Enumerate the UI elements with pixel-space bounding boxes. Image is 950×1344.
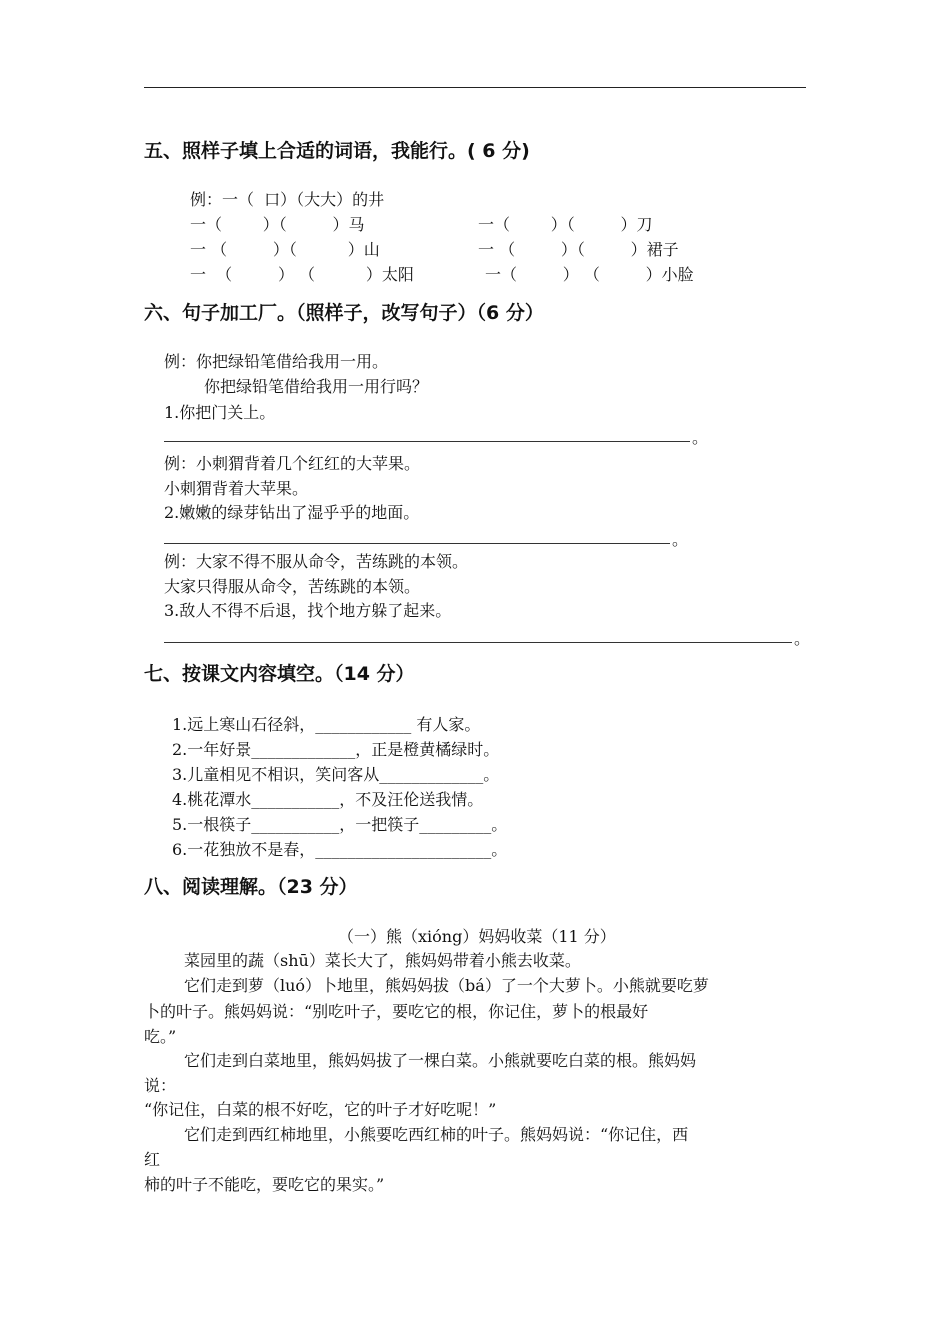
fill-item-2: 2.一年好景_____________，正是橙黄橘绿时。 — [172, 740, 500, 759]
answer-line-2[interactable] — [164, 543, 670, 544]
passage-line-5: 它们走到白菜地里，熊妈妈拔了一棵白菜。小熊就要吃白菜的根。熊妈妈 — [184, 1051, 697, 1070]
header-rule — [144, 87, 806, 88]
passage-line-7: “你记住，白菜的根不好吃，它的叶子才好吃呢！” — [144, 1100, 497, 1119]
section-5-row-2-left: 一 （ ）（ ）山 — [190, 240, 380, 259]
section-6-question-3: 3.敌人不得不后退，找个地方躲了起来。 — [164, 601, 452, 620]
answer-line-1[interactable] — [164, 441, 690, 442]
fill-item-4: 4.桃花潭水___________，不及汪伦送我情。 — [172, 790, 484, 809]
section-5-row-2-right: 一 （ ）（ ）裙子 — [478, 240, 679, 259]
passage-line-1: 菜园里的蔬（shū）菜长大了，熊妈妈带着小熊去收菜。 — [184, 951, 581, 970]
section-5-row-1-left: 一（ ）（ ）马 — [190, 215, 365, 234]
passage-line-2: 它们走到萝（luó）卜地里，熊妈妈拔（bá）了一个大萝卜。小熊就要吃萝 — [184, 976, 709, 995]
passage-line-4: 吃。” — [144, 1027, 177, 1046]
section-6-example-3a: 例：大家不得不服从命令，苦练跳的本领。 — [164, 552, 469, 571]
section-5-row-3-left: 一 （ ） （ ）太阳 — [190, 265, 414, 284]
passage-title: （一）熊（xióng）妈妈收菜（11 分） — [338, 927, 616, 946]
fill-item-1: 1.远上寒山石径斜，____________ 有人家。 — [172, 715, 481, 734]
section-6-title: 六、句子加工厂。（照样子，改写句子）（6 分） — [144, 302, 544, 324]
fill-item-3: 3.儿童相见不相识，笑问客从_____________。 — [172, 765, 500, 784]
section-6-example-2a: 例：小刺猬背着几个红红的大苹果。 — [164, 454, 421, 473]
fill-item-6: 6.一花独放不是春，______________________。 — [172, 840, 508, 859]
section-6-example-1a: 例：你把绿铅笔借给我用一用。 — [164, 352, 389, 371]
fill-item-5: 5.一根筷子___________，一把筷子_________。 — [172, 815, 508, 834]
answer-line-1-period: 。 — [692, 428, 709, 447]
section-5-example: 例：一（ 口）（大大）的井 — [190, 190, 385, 209]
section-5-row-3-right: 一（ ） （ ）小脸 — [485, 265, 694, 284]
passage-line-6: 说： — [144, 1076, 177, 1095]
passage-line-10: 柿的叶子不能吃，要吃它的果实。” — [144, 1175, 385, 1194]
section-7-title: 七、按课文内容填空。（14 分） — [144, 663, 415, 685]
passage-line-3: 卜的叶子。熊妈妈说：“别吃叶子，要吃它的根，你记住，萝卜的根最好 — [144, 1002, 649, 1021]
section-6-question-2: 2.嫩嫩的绿芽钻出了湿乎乎的地面。 — [164, 503, 420, 522]
answer-line-2-period: 。 — [672, 530, 689, 549]
passage-line-9: 红 — [144, 1150, 161, 1169]
answer-line-3-period: 。 — [794, 629, 811, 648]
section-6-example-2b: 小刺猬背着大苹果。 — [164, 479, 309, 498]
answer-line-3[interactable] — [164, 642, 792, 643]
section-6-question-1: 1.你把门关上。 — [164, 403, 276, 422]
section-6-example-3b: 大家只得服从命令，苦练跳的本领。 — [164, 577, 421, 596]
passage-line-8: 它们走到西红柿地里，小熊要吃西红柿的叶子。熊妈妈说：“你记住，西 — [184, 1125, 689, 1144]
section-6-example-1b: 你把绿铅笔借给我用一用行吗？ — [204, 377, 429, 396]
section-8-title: 八、阅读理解。（23 分） — [144, 876, 358, 898]
section-5-title: 五、照样子填上合适的词语，我能行。( 6 分) — [144, 140, 530, 162]
section-5-row-1-right: 一（ ）（ ）刀 — [478, 215, 653, 234]
